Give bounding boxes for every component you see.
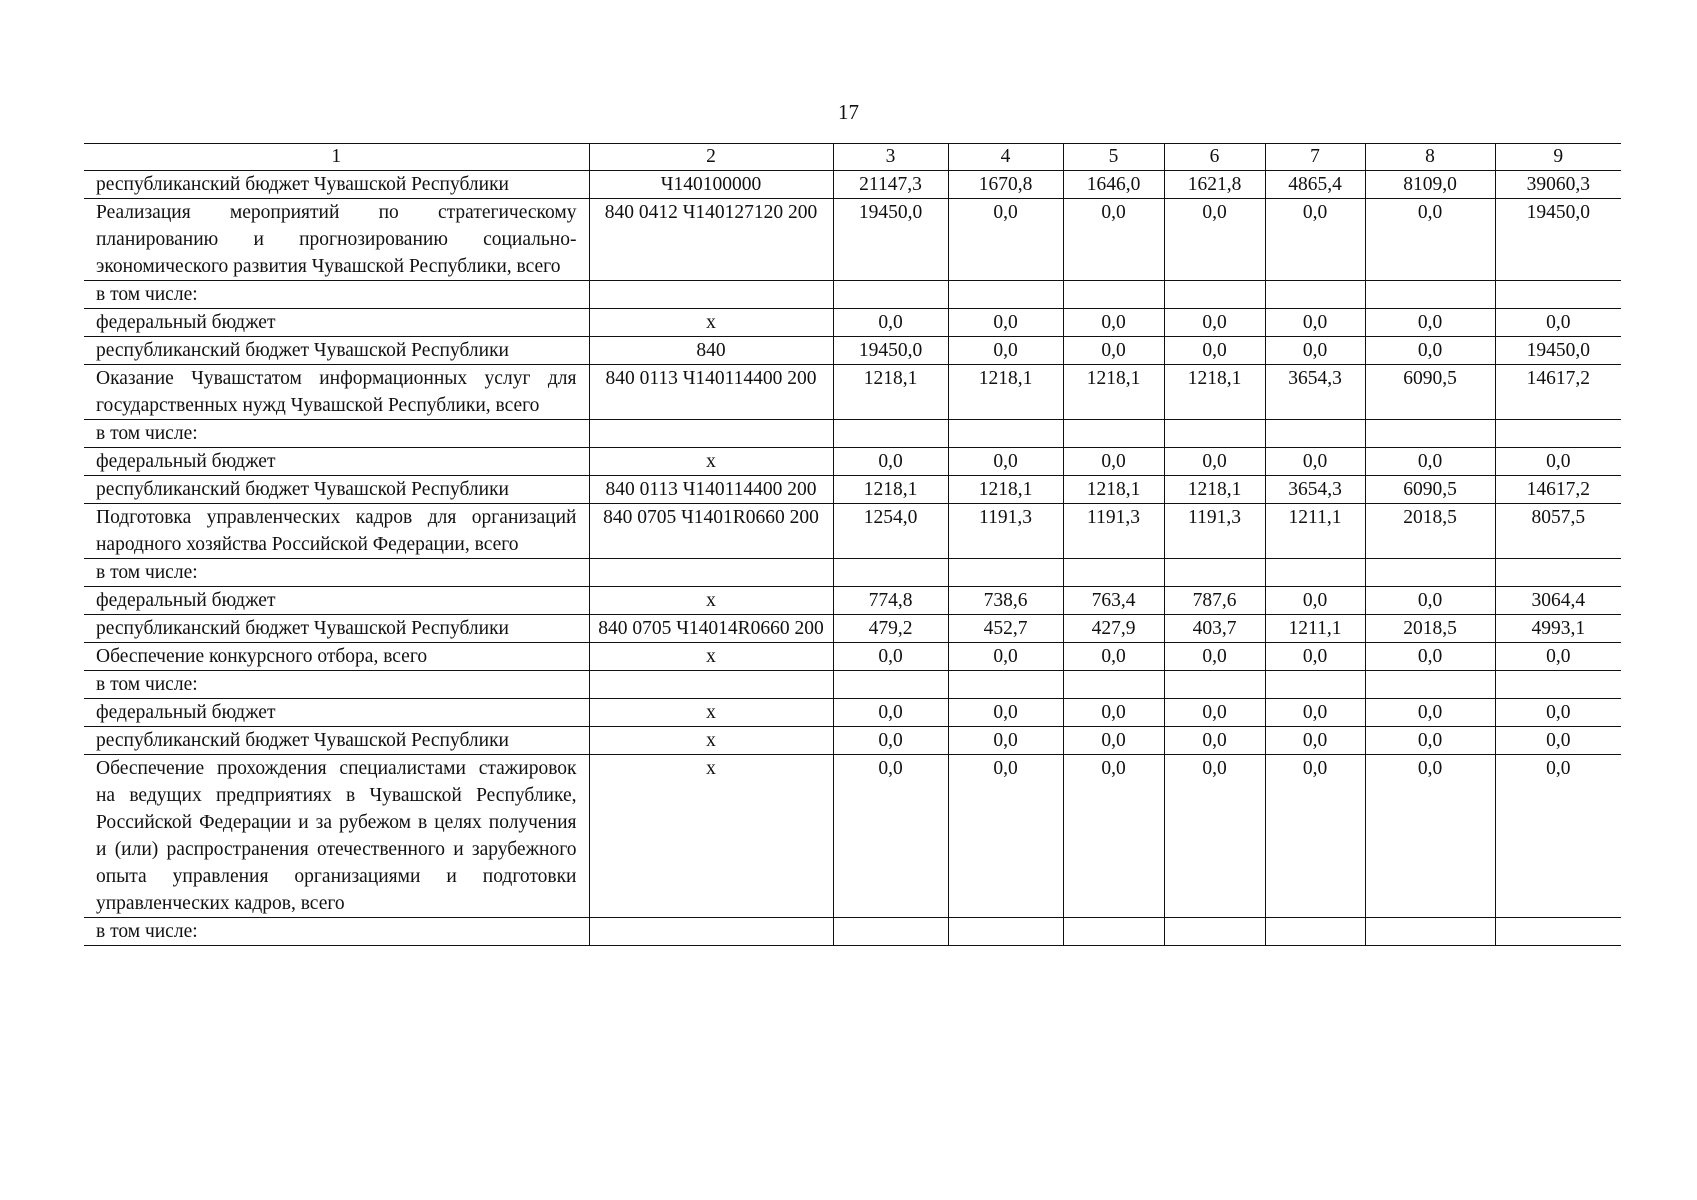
value-cell: 0,0: [1365, 699, 1495, 727]
row-description: федеральный бюджет: [84, 587, 589, 615]
value-cell: [1495, 420, 1621, 448]
value-cell: 0,0: [1164, 199, 1265, 281]
budget-code-cell: х: [589, 448, 833, 476]
value-cell: 1218,1: [1063, 365, 1164, 420]
value-cell: 0,0: [1495, 309, 1621, 337]
column-header: 7: [1265, 144, 1365, 171]
value-cell: [833, 918, 948, 946]
value-cell: 19450,0: [833, 199, 948, 281]
value-cell: 3654,3: [1265, 476, 1365, 504]
value-cell: 1218,1: [1063, 476, 1164, 504]
budget-code-cell: [589, 671, 833, 699]
budget-code-cell: [589, 420, 833, 448]
value-cell: [1164, 671, 1265, 699]
value-cell: 0,0: [1495, 643, 1621, 671]
value-cell: 0,0: [1265, 337, 1365, 365]
table-row: [84, 448, 1621, 476]
value-cell: 0,0: [833, 448, 948, 476]
row-description: в том числе:: [84, 559, 589, 587]
value-cell: 0,0: [1265, 199, 1365, 281]
column-header: 1: [84, 144, 589, 171]
value-cell: [1495, 671, 1621, 699]
value-cell: 0,0: [1265, 587, 1365, 615]
value-cell: 1218,1: [1164, 365, 1265, 420]
table-row: [84, 281, 1621, 309]
value-cell: 0,0: [1365, 755, 1495, 918]
value-cell: 0,0: [1164, 448, 1265, 476]
value-cell: 0,0: [1365, 199, 1495, 281]
row-description: в том числе:: [84, 671, 589, 699]
table-row: [84, 918, 1621, 946]
value-cell: 1218,1: [833, 476, 948, 504]
value-cell: 0,0: [1365, 337, 1495, 365]
table-row: [84, 587, 1621, 615]
value-cell: 0,0: [1495, 699, 1621, 727]
value-cell: [833, 281, 948, 309]
value-cell: 0,0: [1063, 448, 1164, 476]
column-header: 4: [948, 144, 1063, 171]
budget-code-cell: 840 0113 Ч140114400 200: [589, 365, 833, 420]
value-cell: 738,6: [948, 587, 1063, 615]
value-cell: 1191,3: [1164, 504, 1265, 559]
column-header: 5: [1063, 144, 1164, 171]
row-description: Реализация мероприятий по стратегическому планированию и прогнозированию социально-экономического развития Чувашской Республики, всего: [84, 199, 589, 281]
value-cell: [1495, 281, 1621, 309]
value-cell: 427,9: [1063, 615, 1164, 643]
row-description: Оказание Чувашстатом информационных услуг для государственных нужд Чувашской Республики, всего: [84, 365, 589, 420]
value-cell: [833, 559, 948, 587]
value-cell: 763,4: [1063, 587, 1164, 615]
value-cell: 0,0: [1365, 587, 1495, 615]
table-row: [84, 559, 1621, 587]
budget-code-cell: [589, 559, 833, 587]
value-cell: 0,0: [1164, 727, 1265, 755]
value-cell: 0,0: [1063, 755, 1164, 918]
value-cell: 1218,1: [948, 365, 1063, 420]
value-cell: 0,0: [1365, 727, 1495, 755]
value-cell: 0,0: [1265, 309, 1365, 337]
value-cell: [1063, 559, 1164, 587]
value-cell: 8057,5: [1495, 504, 1621, 559]
value-cell: [948, 281, 1063, 309]
row-description: федеральный бюджет: [84, 699, 589, 727]
budget-code-cell: 840 0113 Ч140114400 200: [589, 476, 833, 504]
value-cell: [1063, 281, 1164, 309]
value-cell: 1191,3: [948, 504, 1063, 559]
value-cell: [1365, 918, 1495, 946]
value-cell: [1495, 559, 1621, 587]
row-description: Обеспечение прохождения специалистами стажировок на ведущих предприятиях в Чувашской Республике, Российской Федерации и за рубежом в целях получения и (или) распространения отечественного и зарубежного опыта управления организациями и подготовки управленческих кадров, всего: [84, 755, 589, 918]
budget-code-cell: х: [589, 587, 833, 615]
value-cell: 19450,0: [833, 337, 948, 365]
value-cell: 0,0: [948, 643, 1063, 671]
value-cell: 403,7: [1164, 615, 1265, 643]
value-cell: 3654,3: [1265, 365, 1365, 420]
budget-code-cell: [589, 918, 833, 946]
row-description: Подготовка управленческих кадров для организаций народного хозяйства Российской Федерации, всего: [84, 504, 589, 559]
value-cell: 0,0: [1495, 727, 1621, 755]
row-description: республиканский бюджет Чувашской Республики: [84, 337, 589, 365]
value-cell: 6090,5: [1365, 365, 1495, 420]
table-row: [84, 365, 1621, 420]
table-row: [84, 199, 1621, 281]
row-description: федеральный бюджет: [84, 448, 589, 476]
value-cell: 0,0: [948, 699, 1063, 727]
value-cell: 21147,3: [833, 171, 948, 199]
value-cell: 0,0: [1164, 309, 1265, 337]
row-description: в том числе:: [84, 918, 589, 946]
table-row: [84, 755, 1621, 918]
value-cell: 1211,1: [1265, 615, 1365, 643]
row-description: республиканский бюджет Чувашской Республики: [84, 171, 589, 199]
table-body: [84, 171, 1621, 946]
table-row: [84, 309, 1621, 337]
value-cell: 0,0: [1063, 643, 1164, 671]
budget-code-cell: х: [589, 699, 833, 727]
table-row: [84, 171, 1621, 199]
value-cell: 1191,3: [1063, 504, 1164, 559]
table-row: [84, 420, 1621, 448]
value-cell: 0,0: [1495, 755, 1621, 918]
value-cell: 1646,0: [1063, 171, 1164, 199]
value-cell: 1670,8: [948, 171, 1063, 199]
value-cell: 0,0: [1365, 643, 1495, 671]
value-cell: 0,0: [948, 727, 1063, 755]
budget-code-cell: [589, 281, 833, 309]
value-cell: [1063, 918, 1164, 946]
value-cell: 14617,2: [1495, 365, 1621, 420]
value-cell: 479,2: [833, 615, 948, 643]
value-cell: 0,0: [1265, 727, 1365, 755]
value-cell: [948, 559, 1063, 587]
value-cell: [948, 671, 1063, 699]
value-cell: 0,0: [1265, 755, 1365, 918]
column-header: 9: [1495, 144, 1621, 171]
table-row: [84, 337, 1621, 365]
table-row: [84, 727, 1621, 755]
table-row: [84, 643, 1621, 671]
row-description: республиканский бюджет Чувашской Республики: [84, 476, 589, 504]
value-cell: 0,0: [948, 199, 1063, 281]
value-cell: 0,0: [1265, 448, 1365, 476]
table-row: [84, 476, 1621, 504]
value-cell: 0,0: [1164, 337, 1265, 365]
value-cell: [1365, 559, 1495, 587]
budget-code-cell: х: [589, 309, 833, 337]
value-cell: [1265, 671, 1365, 699]
budget-code-cell: х: [589, 727, 833, 755]
value-cell: 8109,0: [1365, 171, 1495, 199]
value-cell: 0,0: [1164, 699, 1265, 727]
value-cell: 787,6: [1164, 587, 1265, 615]
value-cell: 0,0: [1063, 699, 1164, 727]
value-cell: 0,0: [1265, 699, 1365, 727]
value-cell: 0,0: [1365, 448, 1495, 476]
value-cell: [1063, 420, 1164, 448]
budget-code-cell: х: [589, 643, 833, 671]
value-cell: [1265, 918, 1365, 946]
table-header-row: [84, 144, 1621, 171]
value-cell: 2018,5: [1365, 615, 1495, 643]
value-cell: [1164, 420, 1265, 448]
row-description: федеральный бюджет: [84, 309, 589, 337]
row-description: Обеспечение конкурсного отбора, всего: [84, 643, 589, 671]
value-cell: [1164, 281, 1265, 309]
value-cell: 3064,4: [1495, 587, 1621, 615]
value-cell: 1211,1: [1265, 504, 1365, 559]
value-cell: 0,0: [948, 309, 1063, 337]
value-cell: [1265, 559, 1365, 587]
row-description: в том числе:: [84, 420, 589, 448]
value-cell: 14617,2: [1495, 476, 1621, 504]
value-cell: 19450,0: [1495, 337, 1621, 365]
value-cell: [948, 420, 1063, 448]
value-cell: 0,0: [1164, 755, 1265, 918]
value-cell: [1164, 559, 1265, 587]
value-cell: 0,0: [1265, 643, 1365, 671]
value-cell: 0,0: [833, 309, 948, 337]
row-description: в том числе:: [84, 281, 589, 309]
value-cell: [948, 918, 1063, 946]
budget-code-cell: х: [589, 755, 833, 918]
value-cell: 0,0: [833, 727, 948, 755]
value-cell: 1254,0: [833, 504, 948, 559]
row-description: республиканский бюджет Чувашской Республики: [84, 727, 589, 755]
value-cell: 19450,0: [1495, 199, 1621, 281]
value-cell: 0,0: [833, 699, 948, 727]
value-cell: 2018,5: [1365, 504, 1495, 559]
table-row: [84, 504, 1621, 559]
value-cell: 452,7: [948, 615, 1063, 643]
value-cell: [1265, 420, 1365, 448]
budget-code-cell: 840: [589, 337, 833, 365]
value-cell: 1218,1: [948, 476, 1063, 504]
table-row: [84, 699, 1621, 727]
value-cell: [833, 671, 948, 699]
value-cell: 0,0: [948, 337, 1063, 365]
budget-code-cell: Ч140100000: [589, 171, 833, 199]
value-cell: 0,0: [1495, 448, 1621, 476]
value-cell: 0,0: [1063, 199, 1164, 281]
budget-table: [84, 143, 1621, 946]
budget-code-cell: 840 0705 Ч1401R0660 200: [589, 504, 833, 559]
value-cell: [1063, 671, 1164, 699]
value-cell: [1365, 671, 1495, 699]
column-header: 3: [833, 144, 948, 171]
column-header: 2: [589, 144, 833, 171]
value-cell: 6090,5: [1365, 476, 1495, 504]
value-cell: [1495, 918, 1621, 946]
budget-code-cell: 840 0705 Ч14014R0660 200: [589, 615, 833, 643]
table-row: [84, 671, 1621, 699]
value-cell: [1164, 918, 1265, 946]
value-cell: 1621,8: [1164, 171, 1265, 199]
value-cell: [833, 420, 948, 448]
value-cell: 0,0: [948, 755, 1063, 918]
value-cell: 774,8: [833, 587, 948, 615]
value-cell: 0,0: [1164, 643, 1265, 671]
value-cell: 0,0: [1063, 727, 1164, 755]
value-cell: 0,0: [1063, 309, 1164, 337]
value-cell: 1218,1: [833, 365, 948, 420]
value-cell: [1265, 281, 1365, 309]
value-cell: 0,0: [1063, 337, 1164, 365]
value-cell: 39060,3: [1495, 171, 1621, 199]
value-cell: 0,0: [948, 448, 1063, 476]
page-number: 17: [838, 100, 859, 124]
value-cell: 0,0: [833, 643, 948, 671]
budget-code-cell: 840 0412 Ч140127120 200: [589, 199, 833, 281]
table-row: [84, 615, 1621, 643]
value-cell: 0,0: [833, 755, 948, 918]
value-cell: 4993,1: [1495, 615, 1621, 643]
column-header: 8: [1365, 144, 1495, 171]
value-cell: [1365, 420, 1495, 448]
value-cell: 0,0: [1365, 309, 1495, 337]
value-cell: 4865,4: [1265, 171, 1365, 199]
value-cell: 1218,1: [1164, 476, 1265, 504]
value-cell: [1365, 281, 1495, 309]
column-header: 6: [1164, 144, 1265, 171]
row-description: республиканский бюджет Чувашской Республики: [84, 615, 589, 643]
